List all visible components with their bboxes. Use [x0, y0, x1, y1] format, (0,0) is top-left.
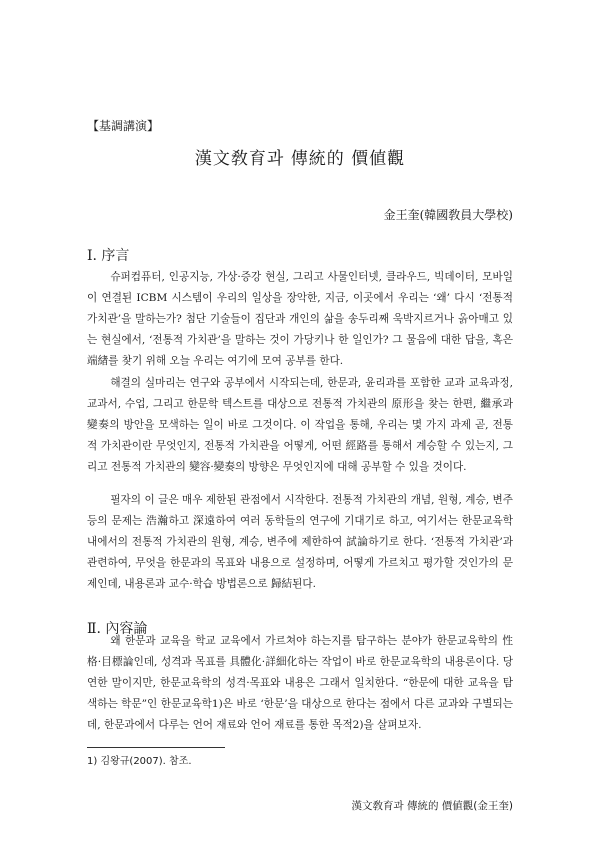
author-line: 金王奎(韓國敎員大學校)	[383, 208, 513, 222]
body-paragraph: 필자의 이 글은 매우 제한된 관점에서 시작한다. 전통적 가치관의 개념, 원형, 계승, 변주 등의 문제는 浩瀚하고 深遠하여 여러 동학들의 연구에 기대기로 하고, 여기서는 한문교육학 내에서의 전통적 가치관의 원형, 계승, 변주에 제한하여 試論하기로 한다. ‘전통적 가치관’과 관련하여, 무엇을 한문과의 목표와 내용으로 설정하며, 어떻게 가르치고 평가할 것인가의 문제인데, 내용론과 교수·학습 방법론으로 歸結된다.	[87, 494, 513, 590]
running-footer: 漢文敎育과 傳統的 價値觀(金王奎)	[351, 800, 513, 812]
footnote: 1) 김왕규(2007). 참조.	[87, 756, 192, 767]
section-tag: 【基調講演】	[87, 119, 160, 133]
footnote-divider	[87, 747, 225, 748]
body-paragraph: 왜 한문과 교육을 학교 교육에서 가르쳐야 하는지를 탐구하는 분야가 한문교육학의 性格·目標論인데, 성격과 목표를 具體化·詳細化하는 작업이 바로 한문교육학의 내용론이다. 당연한 말이지만, 한문교육학의 성격·목표와 내용은 그래서 일치한다. “한문에 대한 교육을 탐색하는 학문”인 한문교육학1)은 바로 ‘한문’을 대상으로 한다는 점에서 다른 교과와 구별되는데, 한문과에서 다루는 언어 재료와 언어 재료를 통한 목적2)을 살펴보자.	[87, 635, 513, 731]
body-paragraph: 슈퍼컴퓨터, 인공지능, 가상·증강 현실, 그리고 사물인터넷, 클라우드, 빅데이터, 모바일이 연결된 ICBM 시스템이 우리의 일상을 장악한, 지금, 이곳에서 우리는 ‘왜’ 다시 ‘전통적 가치관’을 말하는가? 첨단 기술들이 집단과 개인의 삶을 송두리째 욱박지르거나 옭아매고 있는 현실에서, ‘전통적 가치관’을 말하는 것이 가당키나 한 일인가? 그 물음에 대한 답을, 혹은 端緖를 찾기 위해 오늘 우리는 여기에 모여 공부를 한다.	[87, 271, 513, 367]
section-heading-intro: Ⅰ. 序言	[87, 247, 130, 264]
section-heading-content: Ⅱ. 內容論	[87, 620, 148, 637]
body-paragraph: 해결의 실마리는 연구와 공부에서 시작되는데, 한문과, 윤리과를 포함한 교과 교육과정, 교과서, 수업, 그리고 한문학 텍스트를 대상으로 전통적 가치관의 原形을 찾는 한편, 繼承과 變奏의 방안을 모색하는 일이 바로 그것이다. 이 작업을 통해, 우리는 몇 가지 과제 곧, 전통적 가치관이란 무엇인지, 전통적 가치관을 어떻게, 어떤 經路를 통해서 계승할 수 있는지, 그리고 전통적 가치관의 變容·變奏의 방향은 무엇인지에 대해 공부할 수 있을 것이다.	[87, 377, 513, 473]
paper-title: 漢文敎育과 傳統的 價値觀	[194, 149, 406, 169]
